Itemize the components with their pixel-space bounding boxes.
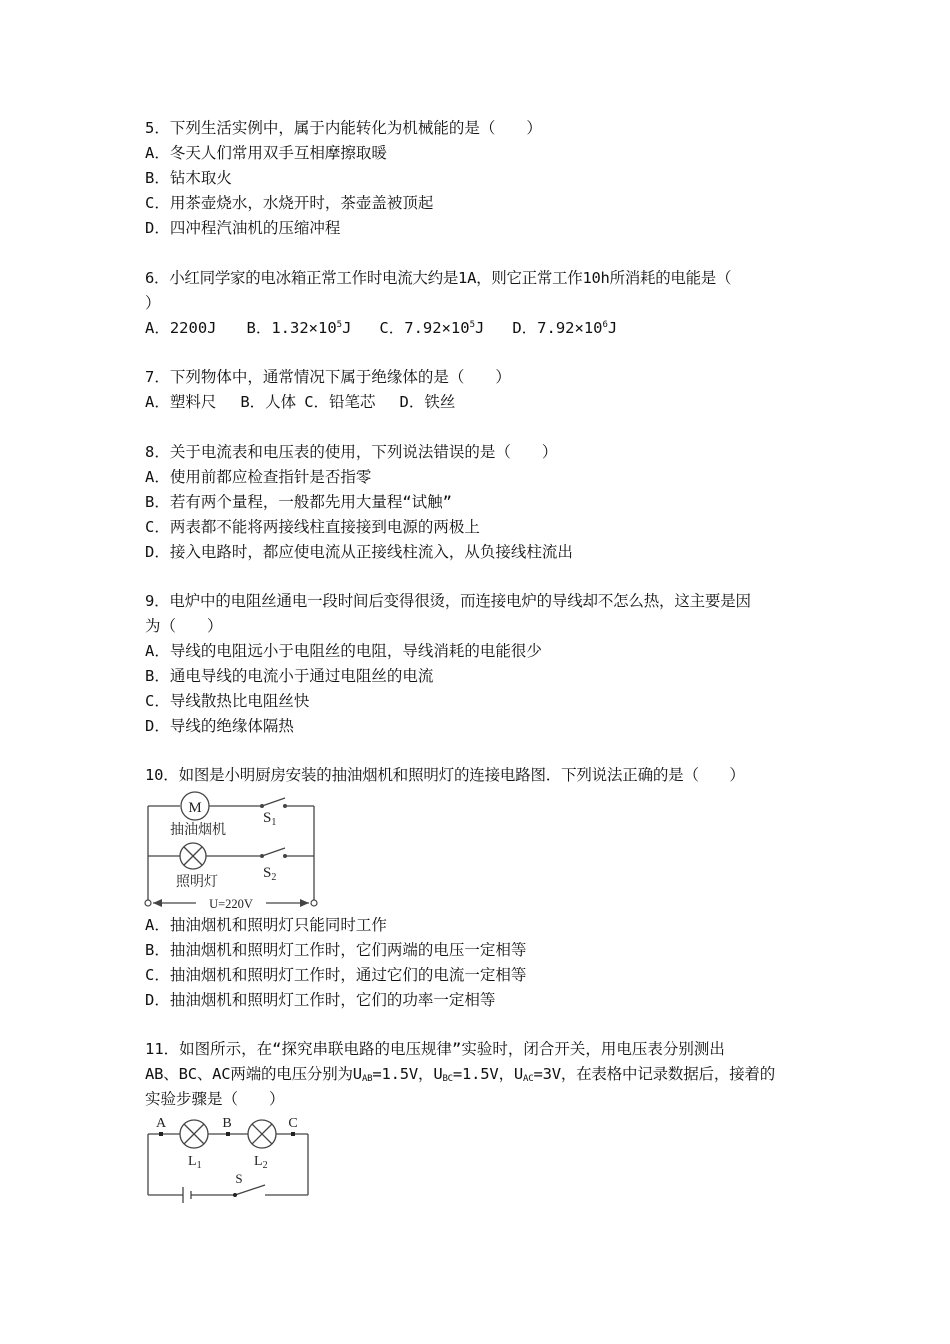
question-7-option-d: D．铁丝 [399, 393, 456, 411]
motor-label: 抽油烟机 [170, 822, 226, 838]
point-c-label: C [288, 1116, 298, 1131]
point-b-label: B [222, 1116, 232, 1131]
question-8-option-c: C．两表都不能将两接线柱直接接到电源的两极上 [145, 518, 480, 536]
question-5-option-d: D．四冲程汽油机的压缩冲程 [145, 219, 341, 237]
voltage-label: U=220V [209, 897, 253, 911]
question-7-stem: 7．下列物体中，通常情况下属于绝缘体的是（ ） [145, 368, 511, 386]
question-9-stem-line1: 9．电炉中的电阻丝通电一段时间后变得很烫，而连接电炉的导线却不怎么热，这主要是因 [145, 592, 751, 610]
question-11-stem-line1: 11．如图所示，在“探究串联电路的电压规律”实验时，闭合开关，用电压表分别测出 [145, 1040, 725, 1058]
question-5-option-c: C．用茶壶烧水，水烧开时，茶壶盖被顶起 [145, 194, 434, 212]
point-a-label: A [155, 1116, 167, 1131]
question-9-stem-line2: 为（ ） [145, 617, 223, 635]
question-6-stem-line1: 6．小红同学家的电冰箱正常工作时电流大约是1A，则它正常工作10h所消耗的电能是（ [145, 269, 732, 287]
question-5 [145, 116, 825, 241]
question-9-option-b: B．通电导线的电流小于通过电阻丝的电流 [145, 667, 434, 685]
question-7-options [145, 390, 825, 415]
question-10 [145, 763, 825, 788]
lamp-1-label: $L_1$ [188, 1154, 202, 1171]
question-6-options [145, 316, 825, 341]
question-10-option-b: B．抽油烟机和照明灯工作时，它们两端的电压一定相等 [145, 941, 527, 959]
question-11 [145, 1037, 825, 1112]
question-10-option-a: A．抽油烟机和照明灯只能同时工作 [145, 916, 387, 934]
switch-1-label: $S_1$ [263, 810, 277, 828]
question-11-stem-line3: 实验步骤是（ ） [145, 1090, 285, 1108]
question-5-stem: 5．下列生活实例中，属于内能转化为机械能的是（ ） [145, 119, 542, 137]
lamp-label: 照明灯 [176, 874, 218, 890]
question-10-stem: 10．如图是小明厨房安装的抽油烟机和照明灯的连接电路图．下列说法正确的是（ ） [145, 766, 745, 784]
question-9 [145, 589, 825, 739]
question-8 [145, 440, 825, 565]
question-10-options [145, 913, 825, 1013]
question-11-stem-line2: AB、BC、AC两端的电压分别为$U_{AB}=1.5V$，$U_{BC}=1.5V$，$U_{AC}=3V$，在表格中记录数据后，接着的 [145, 1065, 776, 1084]
question-8-option-b: B．若有两个量程，一般都先用大量程“试触” [145, 493, 452, 511]
question-6 [145, 266, 825, 341]
range-hood-circuit-diagram [140, 788, 325, 913]
question-10-option-c: C．抽油烟机和照明灯工作时，通过它们的电流一定相等 [145, 966, 527, 984]
switch-2-label: $S_2$ [263, 865, 277, 883]
question-8-stem: 8．关于电流表和电压表的使用，下列说法错误的是（ ） [145, 443, 558, 461]
question-7-option-b: B．人体 [240, 393, 297, 411]
question-7-option-a: A．塑料尺 [145, 393, 217, 411]
question-8-option-a: A．使用前都应检查指针是否指零 [145, 468, 372, 486]
switch-label: S [235, 1171, 243, 1186]
series-circuit-diagram [140, 1112, 315, 1207]
question-6-option-a: A．2200J [145, 319, 217, 337]
question-7-option-c: C．铅笔芯 [304, 393, 376, 411]
question-9-option-d: D．导线的绝缘体隔热 [145, 717, 294, 735]
question-5-option-a: A．冬天人们常用双手互相摩擦取暖 [145, 144, 387, 162]
motor-symbol: M [188, 800, 202, 816]
question-5-option-b: B．钻木取火 [145, 169, 232, 187]
question-6-stem-line2: ） [145, 294, 161, 312]
question-9-option-a: A．导线的电阻远小于电阻丝的电阻，导线消耗的电能很少 [145, 642, 542, 660]
lamp-2-label: $L_2$ [254, 1154, 268, 1171]
question-6-option-c: C．$7.92\times 10^5J$ [379, 319, 485, 337]
question-7 [145, 365, 825, 415]
question-8-option-d: D．接入电路时，都应使电流从正接线柱流入，从负接线柱流出 [145, 543, 573, 561]
question-6-option-d: D．$7.92\times 10^6J$ [512, 319, 618, 337]
question-6-option-b: B．$1.32\times 10^5J$ [246, 319, 352, 337]
question-10-option-d: D．抽油烟机和照明灯工作时，它们的功率一定相等 [145, 991, 496, 1009]
question-9-option-c: C．导线散热比电阻丝快 [145, 692, 310, 710]
